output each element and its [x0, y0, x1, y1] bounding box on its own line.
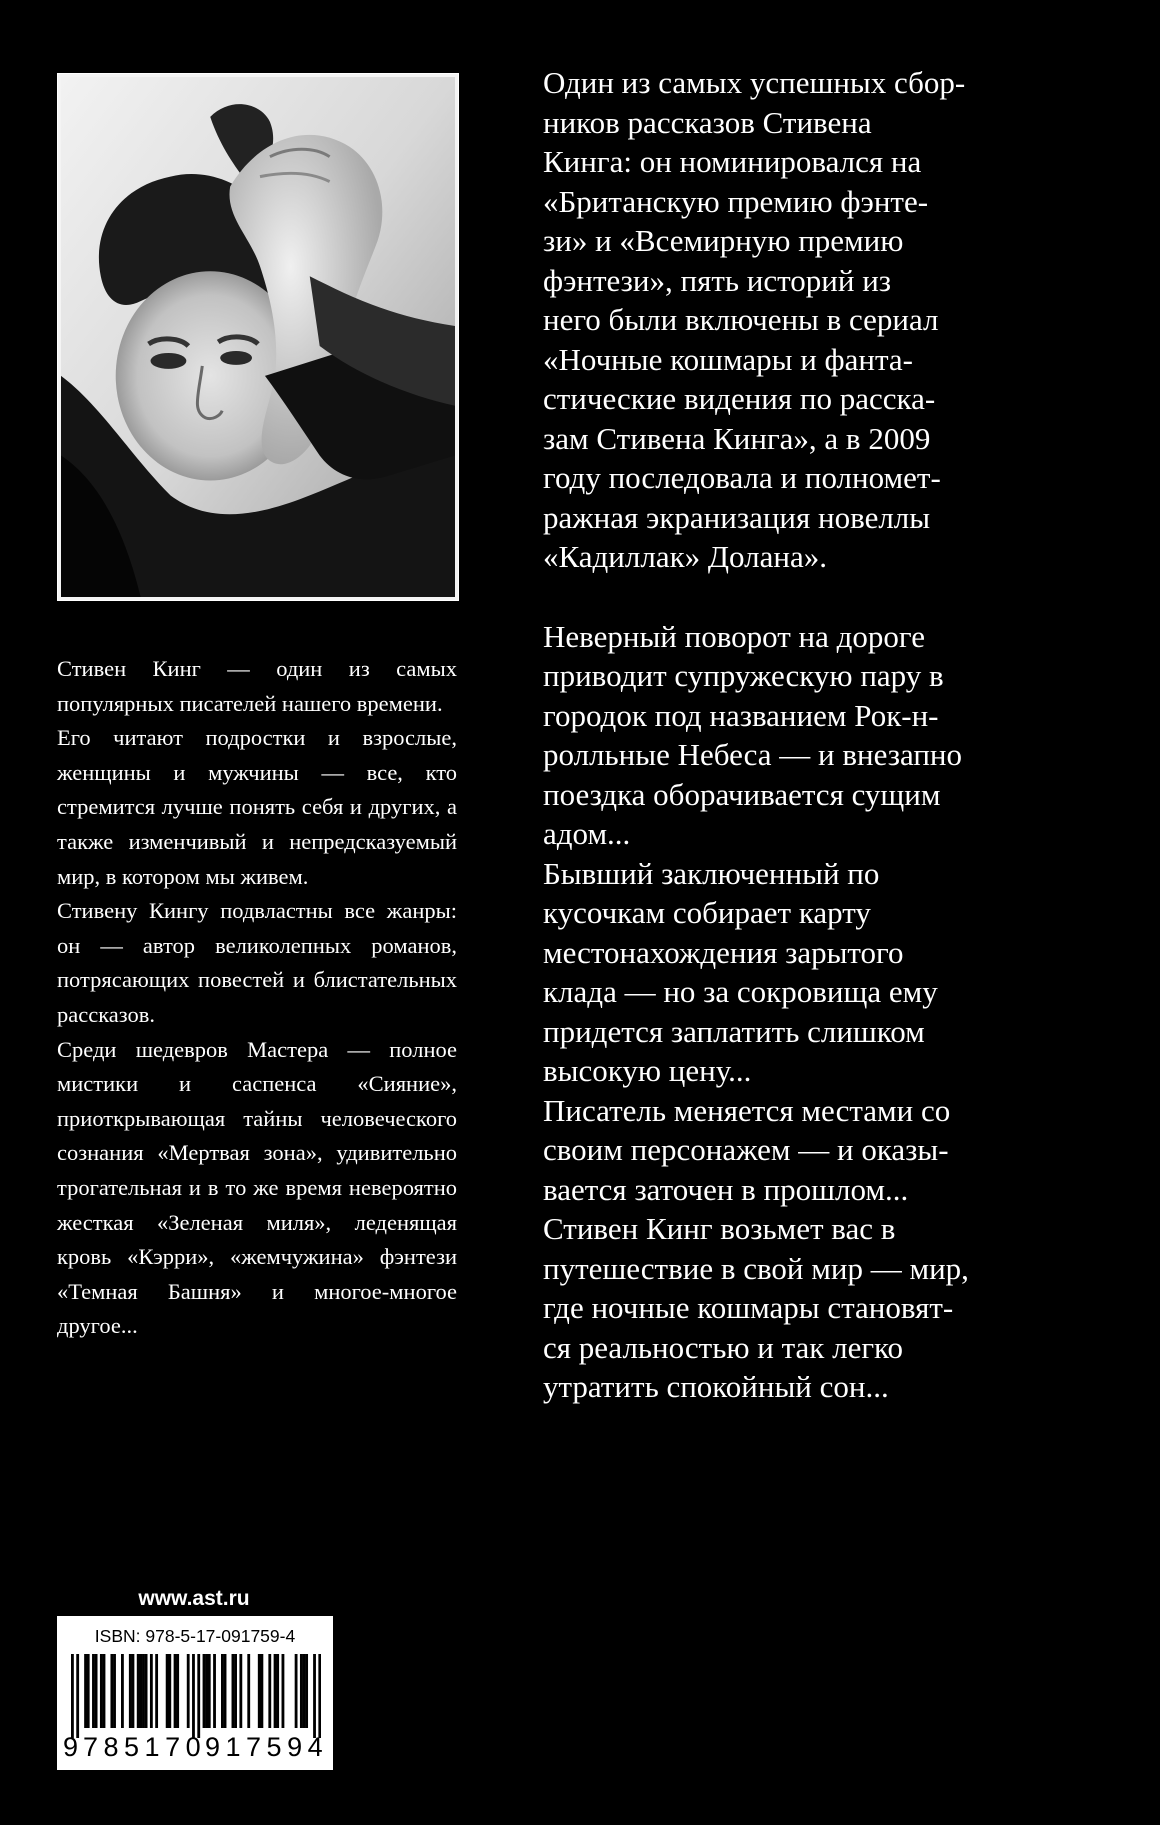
barcode-bar [121, 1654, 124, 1728]
bio-paragraph: Стивену Кингу подвластны все жанры: он — автор великолепных романов, потрясающих повестей и блистательных рассказов. [57, 898, 457, 1027]
barcode-bar [84, 1654, 87, 1728]
intro-line: Один из самых успешных сбор- [543, 65, 966, 100]
barcode-bar [192, 1654, 195, 1738]
story-line: поездка оборачивается сущим [543, 776, 941, 812]
intro-line: зам Стивена Кинга», а в 2009 [543, 420, 931, 456]
barcode-digits-left: 785170 [83, 1732, 207, 1762]
intro-line: «Британскую премию фэнте- [543, 183, 929, 219]
author-bio [57, 652, 457, 1344]
barcode-bar [113, 1654, 116, 1728]
barcode-bars-icon [71, 1654, 321, 1738]
barcode-bar [234, 1654, 237, 1728]
barcode-bar [174, 1654, 177, 1728]
bio-paragraph: Среди шедевров Мастера — полное мистики и саспенса «Сияние», приоткрывающая тайны человеческого сознания «Мертвая зона», удивительно трогательная и в то же время невероятно жесткая «Зеленая миля», леденящая кровь «Кэрри», «жемчужина» фэнтези «Темная Башня» и многое-многое другое... [57, 1036, 457, 1339]
story-line: приводит супружескую пару в [543, 658, 944, 693]
barcode-bar [168, 1654, 171, 1728]
barcode-bar [137, 1654, 140, 1728]
barcode-bar [95, 1654, 98, 1728]
barcode-bar [213, 1654, 216, 1728]
barcode-bar [166, 1654, 169, 1728]
story-line: Неверный поворот на дороге [543, 618, 925, 654]
barcode-digits-right: 917594 [205, 1732, 329, 1762]
bio-paragraph: Его читают подростки и взрослые, женщины и мужчины — все, кто стремится лучше понять себя и других, а также изменчивый и непредсказуемый мир, в котором мы живем. [57, 725, 457, 889]
barcode-bar [313, 1654, 316, 1738]
barcode-bar [150, 1654, 153, 1728]
intro-line: году последовала и полномет- [543, 460, 941, 495]
story-line: утратить спокойный сон... [543, 1369, 889, 1404]
publisher-url[interactable]: www.ast.ru [138, 1587, 250, 1610]
barcode-bar [100, 1654, 103, 1728]
barcode-bar [155, 1654, 158, 1728]
isbn-label: ISBN: 978-5-17-091759-4 [94, 1626, 296, 1646]
story-line: высокую цену... [543, 1053, 752, 1088]
barcode-bar [139, 1654, 142, 1728]
intro-line: зи» и «Всемирную премию [543, 223, 904, 258]
intro-line: стические видения по расска- [543, 381, 936, 416]
barcode-bar [71, 1654, 74, 1738]
barcode-bar [303, 1654, 306, 1728]
story-line: клада — но за сокровища ему [543, 974, 938, 1009]
barcode-bar [258, 1654, 261, 1728]
intro-line: него были включены в сериал [543, 302, 939, 337]
barcode-bar [268, 1654, 271, 1728]
barcode-bar [295, 1654, 298, 1728]
bio-paragraph: Стивен Кинг — один из самых популярных писателей нашего времени. [57, 656, 457, 716]
story-line: городок под названием Рок-н- [543, 697, 939, 733]
barcode-bar [276, 1654, 279, 1728]
barcode-bar [203, 1654, 206, 1728]
description-intro [543, 63, 1103, 577]
barcode-bar [300, 1654, 303, 1728]
story-line: местонахождения зарытого [543, 934, 904, 970]
barcode-bar [87, 1654, 90, 1728]
intro-line: Кинга: он номинировался на [543, 144, 922, 179]
barcode-bar [103, 1654, 106, 1728]
isbn-barcode [57, 1616, 333, 1770]
story-line: Стивен Кинг возьмет вас в [543, 1211, 896, 1246]
barcode-bar [232, 1654, 235, 1728]
barcode-bar [221, 1654, 224, 1728]
intro-line: «Кадиллак» Долана». [543, 539, 827, 574]
barcode-digit-first: 9 [63, 1732, 79, 1762]
story-line: путешествие в свой мир — мир, [543, 1250, 969, 1286]
barcode-bar [305, 1654, 308, 1728]
barcode-bar [197, 1654, 200, 1738]
barcode-bar [260, 1654, 263, 1728]
barcode-bar [129, 1654, 132, 1728]
story-line: ся реальностью и так легко [543, 1329, 904, 1365]
barcode-bar [76, 1654, 79, 1738]
story-line: ролльные Небеса — и внезапно [543, 737, 963, 772]
barcode-bar [92, 1654, 95, 1728]
story-line: Бывший заключенный по [543, 855, 880, 891]
story-line: своим персонажем — и оказы- [543, 1132, 949, 1167]
barcode-bar [176, 1654, 179, 1728]
intro-line: ражная экранизация новеллы [543, 499, 931, 535]
barcode-bar [224, 1654, 227, 1728]
author-photo [57, 73, 459, 601]
barcode-bar [187, 1654, 190, 1728]
barcode-bar [110, 1654, 113, 1728]
author-portrait-icon [61, 77, 455, 597]
barcode-bar [132, 1654, 135, 1728]
story-line: придется заплатить слишком [543, 1013, 925, 1049]
intro-line: фэнтези», пять историй из [543, 262, 892, 298]
barcode-bar [274, 1654, 277, 1728]
barcode-digits [57, 1732, 333, 1768]
barcode-bar [318, 1654, 321, 1738]
description-stories [543, 617, 1103, 1407]
book-description [543, 63, 1103, 1407]
story-line: где ночные кошмары становят- [543, 1290, 954, 1325]
intro-line: «Ночные кошмары и фанта- [543, 341, 913, 377]
intro-line: ников рассказов Стивена [543, 104, 872, 140]
story-line: адом... [543, 816, 631, 851]
barcode-bar [282, 1654, 285, 1728]
barcode-bar [247, 1654, 250, 1728]
barcode-bar [239, 1654, 242, 1728]
story-line: вается заточен в прошлом... [543, 1171, 909, 1207]
barcode-bar [145, 1654, 148, 1728]
story-line: кусочкам собирает карту [543, 895, 871, 930]
barcode-bar [205, 1654, 208, 1728]
barcode-bar [142, 1654, 145, 1728]
barcode-bar [208, 1654, 211, 1728]
story-line: Писатель меняется местами со [543, 1092, 951, 1128]
